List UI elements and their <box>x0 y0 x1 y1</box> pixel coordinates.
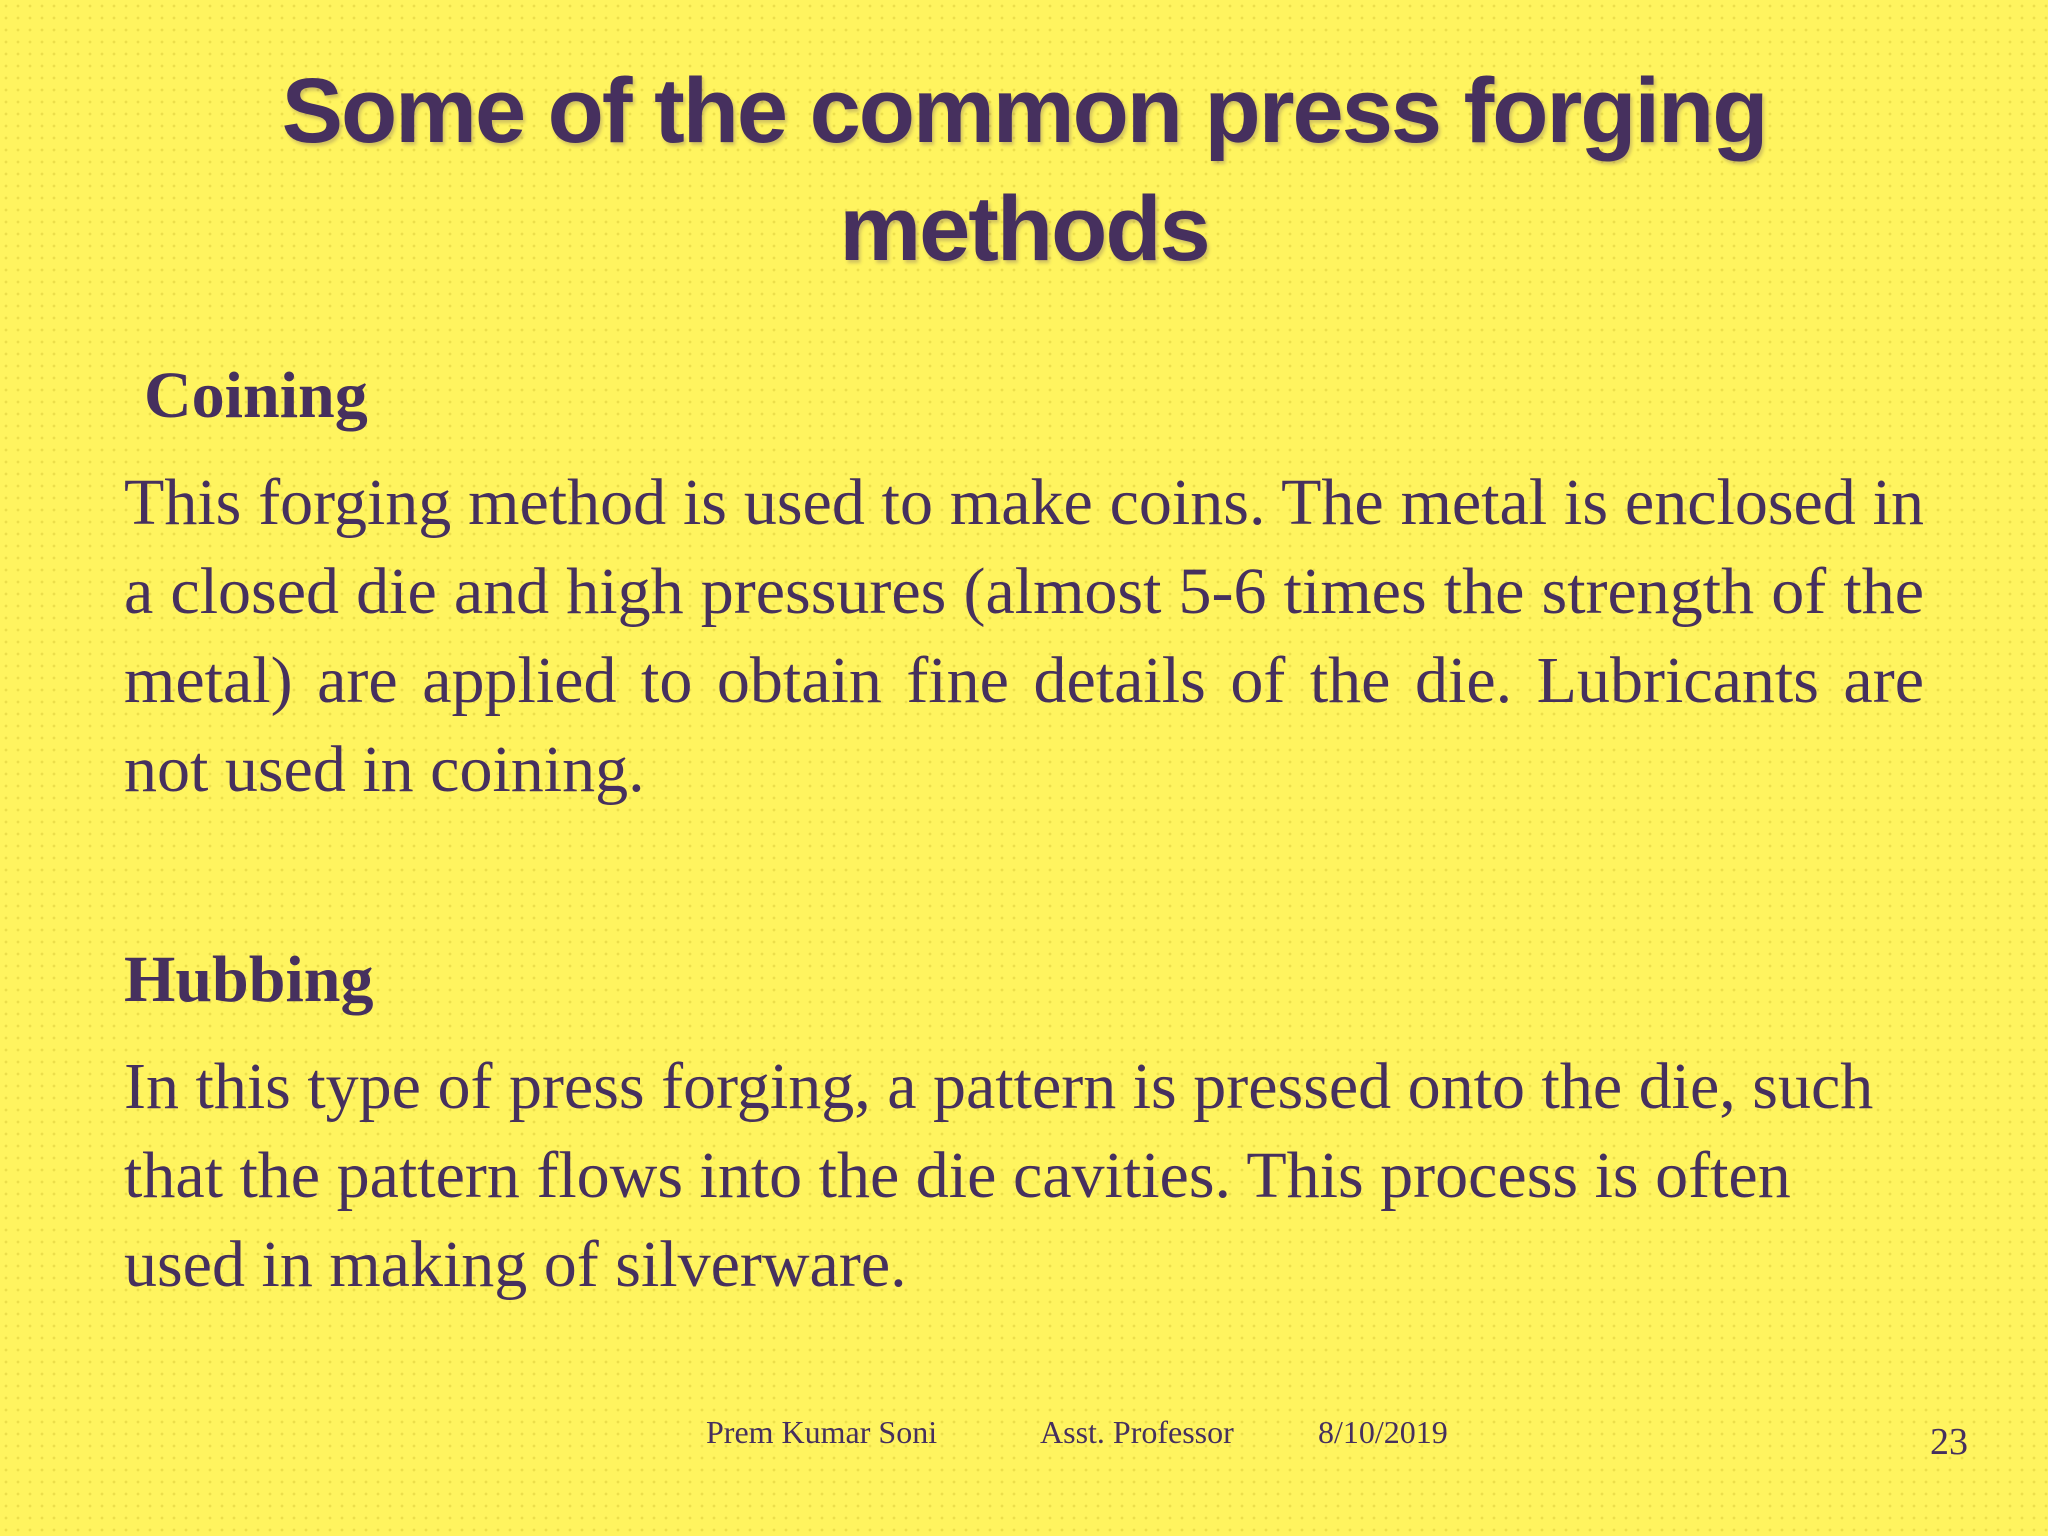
footer-role: Asst. Professor <box>1040 1414 1234 1450</box>
footer-author: Prem Kumar Soni <box>706 1414 938 1450</box>
section-heading-coining: Coining <box>144 359 368 432</box>
section-heading-hubbing: Hubbing <box>124 943 374 1016</box>
section-body-hubbing: In this type of press forging, a pattern is pressed onto the die, such that the pattern flows into the die cavities. This process is often used in making of silverware. <box>124 1050 1874 1301</box>
footer-date: 8/10/2019 <box>1318 1414 1448 1450</box>
slide-title: Some of the common press forging methods <box>281 60 1767 280</box>
slide-page-number: 23 <box>1930 1421 1968 1463</box>
section-body-coining: This forging method is used to make coins. The metal is enclosed in a closed die and high pressures (almost 5-6 times the strength of the metal) are applied to obtain fine details of the die. Lubricants are not used in coining. <box>124 466 1924 806</box>
